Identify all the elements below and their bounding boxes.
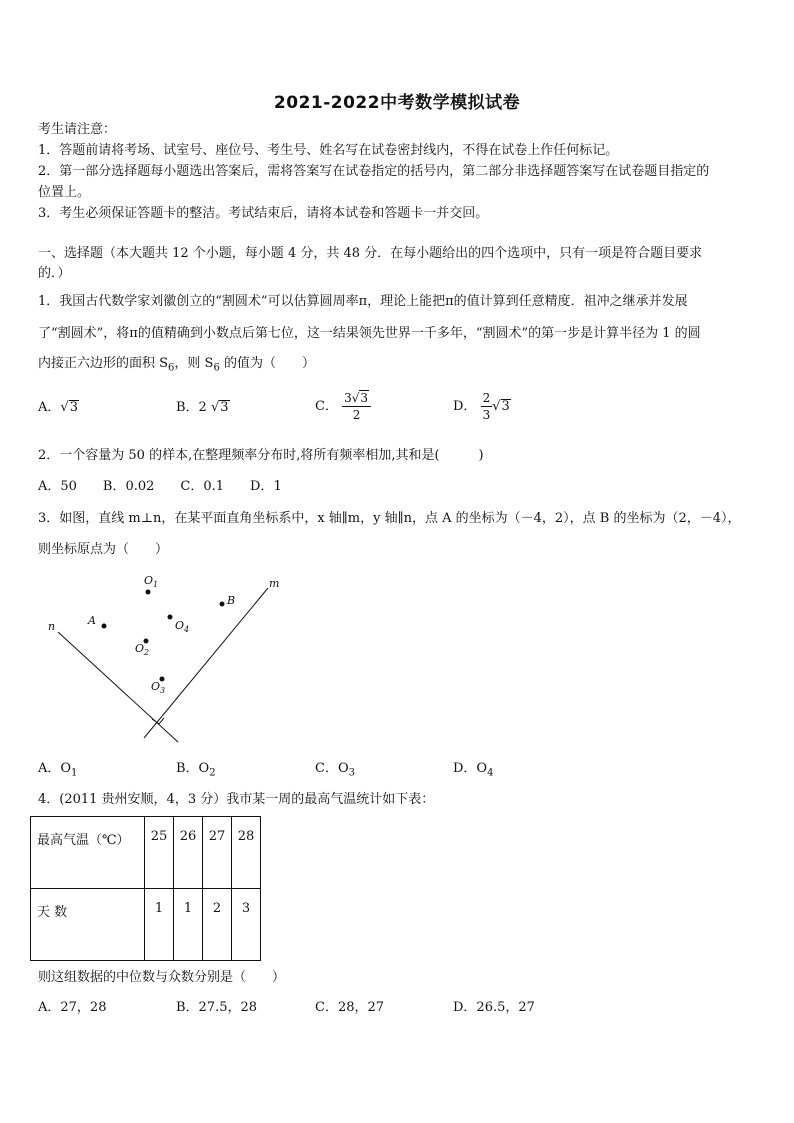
q1-option-d-numerator: 2 bbox=[482, 391, 491, 405]
q1-option-b-label: B．2 bbox=[176, 400, 207, 415]
temperature-table bbox=[30, 816, 261, 961]
point-o3 bbox=[160, 677, 165, 682]
table-cell: 26 bbox=[174, 817, 203, 889]
q1-option-a[interactable]: A．√3 bbox=[38, 400, 78, 415]
q3-option-d[interactable]: D．$O_4$ bbox=[453, 761, 494, 779]
table-cell: 1 bbox=[145, 889, 174, 961]
point-a bbox=[102, 624, 107, 629]
table-row bbox=[31, 889, 261, 961]
q1-option-c-coef: 3 bbox=[344, 391, 352, 405]
q1-option-d-fraction bbox=[481, 390, 493, 423]
q1-line-2: 了“割圆术”，将π的值精确到小数点后第七位，这一结果领先世界一千多年，“割圆术”的第一步是计算半径为 1 的圆 bbox=[38, 326, 701, 341]
notice-item-3: 3．考生必须保证答题卡的整洁。考试结束后，请将本试卷和答题卡一并交回。 bbox=[38, 206, 489, 221]
q3-figure bbox=[36, 572, 296, 756]
point-o4 bbox=[168, 615, 173, 620]
q1-line-1: 1．我国古代数学家刘徽创立的“割圆术”可以估算圆周率π，理论上能把π的值计算到任意精度．祖冲之继承并发展 bbox=[38, 294, 688, 309]
q3-line-2: 则坐标原点为（ ） bbox=[38, 542, 169, 557]
table-cell: 2 bbox=[203, 889, 232, 961]
table-cell: 25 bbox=[145, 817, 174, 889]
label-o4: $O_4$ bbox=[175, 619, 190, 634]
q4-option-b[interactable]: B．27.5，28 bbox=[176, 1000, 258, 1015]
table-row bbox=[31, 817, 261, 889]
q3-line-1: 3．如图，直线 m⊥n，在某平面直角坐标系中，x 轴∥m，y 轴∥n，点 A 的坐标为（－4，2），点 B 的坐标为（2，－4）， bbox=[38, 511, 741, 526]
point-b bbox=[220, 602, 225, 607]
page-title: 2021-2022中考数学模拟试卷 bbox=[273, 93, 521, 113]
notice-item-1: 1．答题前请将考场、试室号、座位号、考生号、姓名写在试卷密封线内，不得在试卷上作任何标记。 bbox=[38, 143, 619, 158]
point-o1 bbox=[146, 590, 151, 595]
label-n: n bbox=[48, 620, 56, 633]
label-b: B bbox=[227, 594, 236, 607]
q1-subscript-2: 6 bbox=[213, 362, 220, 374]
q1-subscript: 6 bbox=[168, 362, 175, 374]
table-cell: 1 bbox=[174, 889, 203, 961]
notice-heading: 考生请注意： bbox=[38, 122, 117, 137]
section-heading: 一、选择题（本大题共 12 个小题，每小题 4 分，共 48 分．在每小题给出的四个选项中，只有一项是符合题目要求 bbox=[38, 246, 703, 261]
q1-option-c-fraction: $\frac{3√3}{2}$ bbox=[342, 390, 371, 423]
q1-line-3-part-b: ，则 S bbox=[174, 356, 214, 371]
q1-option-c-denominator: 2 bbox=[352, 408, 361, 422]
q1-option-b[interactable]: B．2 √3 bbox=[176, 400, 229, 415]
q1-line-3-part-c: 的值为（ ） bbox=[219, 356, 315, 371]
q1-option-c-radicand: 3 bbox=[360, 391, 369, 405]
label-o2: $O_2$ bbox=[135, 642, 150, 657]
q1-option-c-label: C． bbox=[315, 399, 338, 414]
notice-item-2: 2．第一部分选择题每小题选出答案后，需将答案写在试卷指定的括号内，第二部分非选择题答案写在试卷题目指定的 bbox=[38, 164, 710, 179]
q3-option-b[interactable]: B．$O_2$ bbox=[176, 761, 216, 779]
table-cell: 28 bbox=[232, 817, 261, 889]
q3-option-a[interactable]: A．$O_1$ bbox=[38, 761, 78, 779]
table-header-days: 天 数 bbox=[31, 889, 145, 961]
q4-question: 则这组数据的中位数与众数分别是（ ） bbox=[38, 970, 286, 985]
q1-option-d-radicand: 3 bbox=[501, 399, 510, 414]
q1-line-3 bbox=[38, 354, 315, 379]
q4-option-c[interactable]: C．28，27 bbox=[315, 1000, 385, 1015]
q1-option-d[interactable]: D． $\frac{2}{3}$ √3 bbox=[453, 391, 510, 422]
section-heading-cont: 的．） bbox=[38, 266, 71, 281]
q1-line-3-part-a: 内接正六边形的面积 S bbox=[38, 356, 169, 371]
label-m: m bbox=[269, 577, 280, 590]
point-o2 bbox=[144, 639, 149, 644]
table-cell: 27 bbox=[203, 817, 232, 889]
q1-option-d-denominator: 3 bbox=[482, 408, 491, 422]
notice-item-2-cont: 位置上。 bbox=[38, 185, 91, 200]
label-o1: $O_1$ bbox=[144, 574, 159, 589]
label-a: A bbox=[88, 614, 96, 627]
line-m bbox=[144, 588, 268, 738]
q1-option-a-label: A． bbox=[38, 400, 61, 415]
q2-stem: 2．一个容量为 50 的样本,在整理频率分布时,将所有频率相加,其和是( ) bbox=[38, 448, 484, 463]
q4-stem: 4．(2011 贵州安顺，4，3 分）我市某一周的最高气温统计如下表： bbox=[38, 792, 435, 807]
q2-options[interactable]: A．50 B．0.02 C．0.1 D．1 bbox=[38, 479, 282, 494]
label-o3: $O_3$ bbox=[151, 680, 166, 695]
q4-option-d[interactable]: D．26.5，27 bbox=[453, 1000, 535, 1015]
q1-option-b-radicand: 3 bbox=[220, 400, 229, 415]
q1-option-a-radicand: 3 bbox=[69, 400, 78, 415]
q1-option-c[interactable] bbox=[315, 390, 371, 423]
table-header-temp: 最高气温（℃） bbox=[31, 817, 145, 889]
table-cell: 3 bbox=[232, 889, 261, 961]
q3-diagram bbox=[36, 572, 296, 752]
q3-option-c[interactable]: C．$O_3$ bbox=[315, 761, 355, 779]
q1-option-d-label: D． bbox=[453, 399, 477, 414]
q4-option-a[interactable]: A．27，28 bbox=[38, 1000, 107, 1015]
